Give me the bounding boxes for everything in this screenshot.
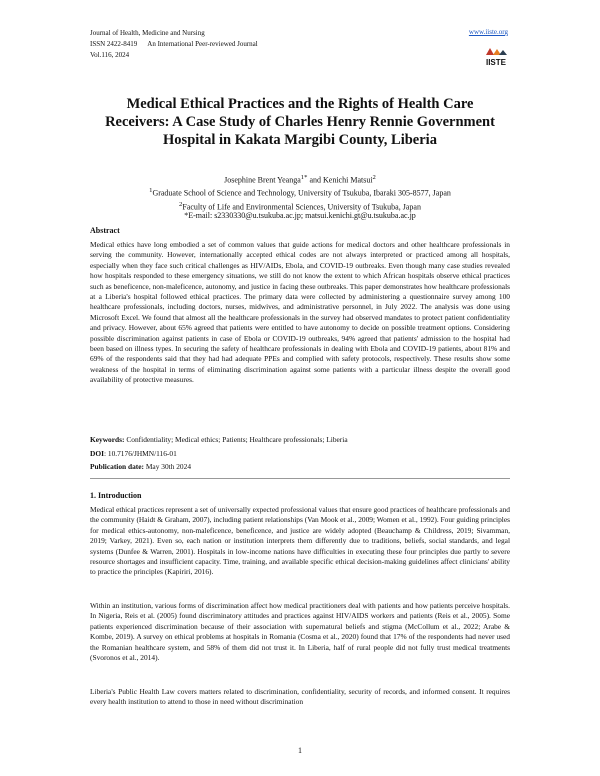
page-number: 1 (298, 746, 302, 755)
publication-date-line (90, 462, 191, 471)
iiste-logo (484, 46, 508, 68)
section-divider (90, 478, 510, 479)
logo-text: IISTE (485, 58, 507, 67)
aff-1-text: Graduate School of Science and Technology, University of Tsukuba, Ibaraki 305-8577, Japan (152, 188, 451, 198)
author-1-sup: 1* (300, 174, 308, 181)
aff-1-sup: 1 (149, 187, 153, 194)
aff-2-sup: 2 (179, 201, 183, 208)
journal-desc: An International Peer-reviewed Journal (147, 40, 258, 48)
journal-header (90, 28, 258, 61)
keywords: Confidentiality; Medical ethics; Patients; Healthcare professionals; Liberia (126, 435, 348, 444)
pub-date: May 30th 2024 (145, 462, 192, 471)
doi-line (90, 449, 177, 458)
affiliation-1 (90, 185, 510, 199)
email-line: *E-mail: s2330330@u.tsukuba.ac.jp; matsui.kenichi.gt@u.tsukuba.ac.jp (184, 211, 416, 220)
keywords-line (90, 435, 510, 445)
intro-heading: 1. Introduction (90, 491, 142, 500)
author-1: Josephine Brent Yeanga (224, 175, 301, 185)
pub-label: Publication date: (90, 462, 144, 471)
issn: ISSN 2422-8419 (90, 40, 138, 48)
journal-name: Journal of Health, Medicine and Nursing (90, 29, 205, 37)
issn-line (90, 39, 258, 50)
abstract-text: Medical ethics have long embodied a set of common values that guide actions for medical doctors and other healthcare professionals in serving the community. However, internationally accepted ethical codes are not always interpreted or practiced among all hospitals, especially when they face such critical challenges as HIV/AIDs, Ebola, and COVID-19 outbreaks. Even though many case studies revealed how hospitals responded to these emergency situations, we still do not know the extent to which African hospitals observe ethical practices such as beneficence, non-maleficence, autonomy, and justice in facing these outbreaks. This paper demonstrates how healthcare professionals at a Liberia's hospital followed ethical practices. The primary data were collected by administering a questionnaire survey among 100 healthcare professionals, including doctors, nurses, midwives, and administrative personnel, in July 2022. The analysis was done using Microsoft Excel. We found that almost all the healthcare professionals in the survey had observed mandates to protect patient confidentiality and privacy. However, about 65% agreed that patients were entitled to have autonomy to decide on possible treatment options. Considering possible discrimination against patients in case of Ebola or COVID-19 outbreaks, 94% agreed that patients' admission to the hospital had been based on illness types. In securing the safety of healthcare professionals in dealing with Ebola and COVID-19 patients, about 81% and 69% of the respondents said that they had had adequate PPEs and complied with safety protocols, respectively. These results show some weakness of the hospital in terms of eliminating discrimination against some patients with a particular illness despite the overall good availability of protective measures. (90, 240, 510, 385)
author-2: Kenichi Matsui (323, 175, 373, 185)
keywords-label: Keywords: (90, 435, 125, 444)
abstract-heading: Abstract (90, 226, 120, 235)
doi-label: DOI (90, 449, 104, 458)
intro-paragraph-3: Liberia's Public Health Law covers matters related to discrimination, confidentiality, security of records, and informed consent. It requires every health institution to attend to those in need without discrimination (90, 687, 510, 707)
doi-value: : 10.7176/JHMN/116-01 (103, 449, 177, 458)
intro-paragraph-1: Medical ethical practices represent a set of universally expected professional values that ensure good practices of healthcare professionals and the community (Haidt & Graham, 2007), including patient relationships (Van Mook et al., 2009; Women et al., 1992). Four guiding principles for medical ethics-autonomy, non-maleficence, beneficence, and justice are widely adopted (Beauchamp & Childress, 2019; Sivamman, 2019; Varkey, 2021). Even so, each nation or institution interprets them differently due to traditions, beliefs, social standards, and legal systems (Dunfee & Warren, 2001). Hospitals in low-income nations have difficulties in executing these four principles due partly to severe resource shortages and insufficient capacity. Time, training, and available specific ethical decision-making guidelines affect clinicians' ability to practice the principles (Kapiriri, 2016). (90, 505, 510, 577)
volume: Vol.116, 2024 (90, 51, 130, 59)
journal-url[interactable]: www.iiste.org (468, 28, 508, 36)
aff-2-text: Faculty of Life and Environmental Sciences, University of Tsukuba, Japan (182, 202, 421, 212)
paper-title: Medical Ethical Practices and the Rights of Health Care Receivers: A Case Study of Charles Henry Rennie Government Hospital in Kakata Margibi County, Liberia (105, 96, 495, 148)
intro-paragraph-2: Within an institution, various forms of discrimination affect how medical practitioners deal with patients and how patients perceive hospitals. In Nigeria, Reis et al. (2005) found discriminatory attitudes and practices against HIV/AIDS workers and patients (Reis et al., 2005). Some patients experienced discrimination because of their association with supernatural beliefs and stigma (McCollum et al., 2022; Arabe & Kombe, 2019). A survey on ethical problems at hospitals in Romania (Cosma et al., 2020) found that 17% of the respondents had never used the Romanian healthcare system, and 58% of them did not trust it. In Liberia, half of rural people did not fully trust medical treatments (Svoronos et al., 2014). (90, 601, 510, 663)
author-2-sup: 2 (372, 174, 376, 181)
author-and: and (307, 175, 323, 185)
